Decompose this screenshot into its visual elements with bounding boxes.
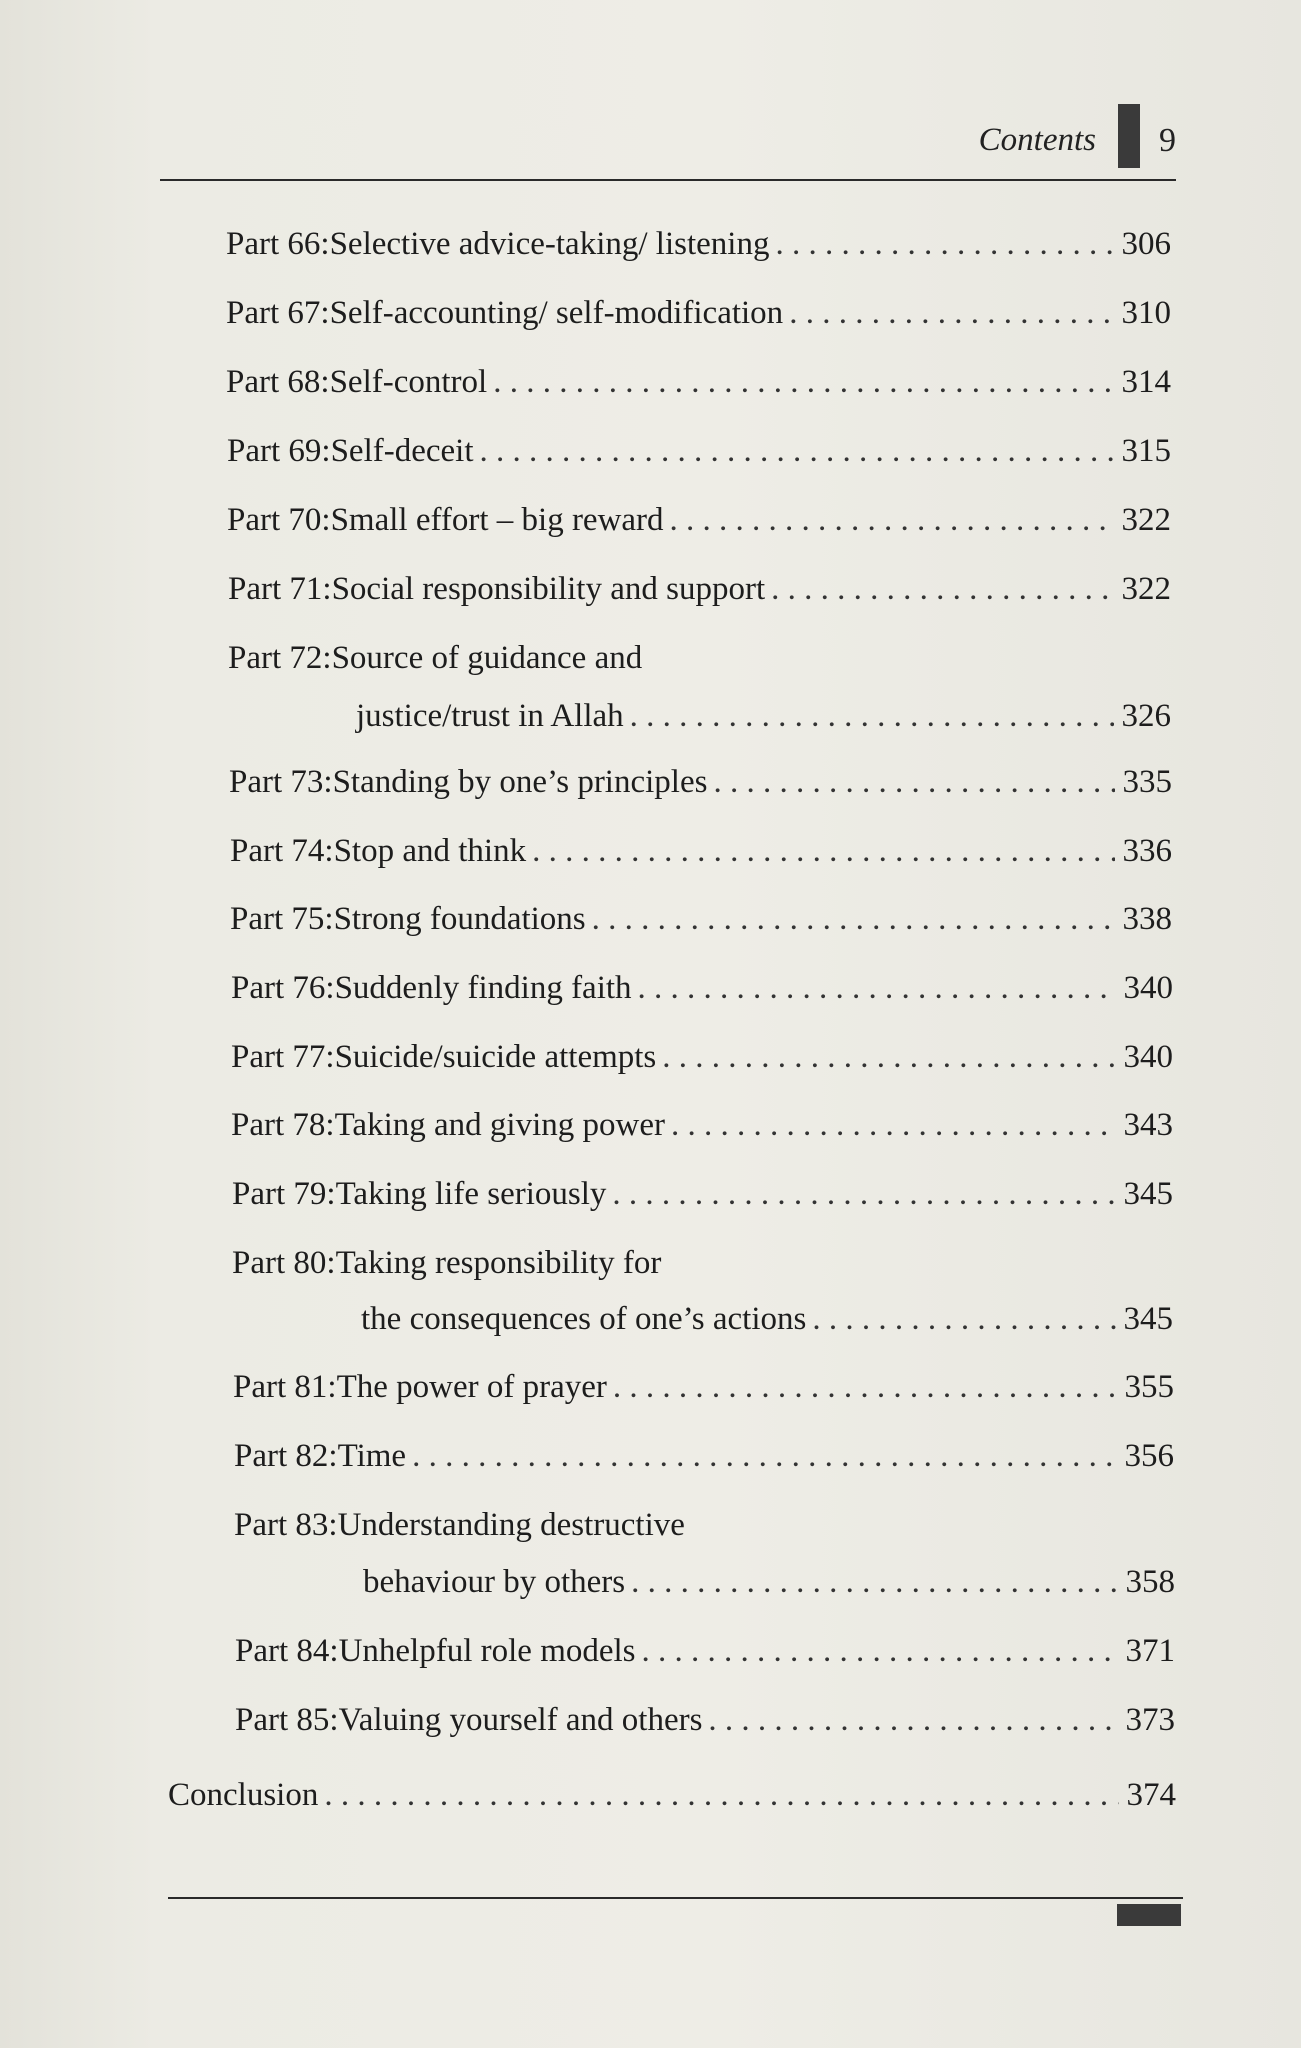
toc-part-label: Part 80: — [232, 1245, 336, 1281]
toc-title: Self-accounting/ self-modification — [329, 295, 784, 331]
toc-page: 356 — [1124, 1438, 1174, 1474]
toc-title: Conclusion — [168, 1777, 319, 1813]
toc-page: 326 — [1121, 698, 1171, 734]
leader-dots — [607, 1368, 1117, 1406]
leader-dots — [406, 1437, 1116, 1475]
toc-page: 336 — [1122, 833, 1172, 869]
toc-entry[interactable] — [226, 294, 1171, 332]
leader-dots — [702, 1701, 1117, 1739]
leader-dots — [707, 763, 1114, 801]
toc-entry[interactable] — [229, 763, 1172, 801]
toc-title: Suicide/suicide attempts — [334, 1039, 657, 1075]
toc-title: Valuing yourself and others — [338, 1702, 703, 1738]
toc-title: Strong foundations — [333, 901, 586, 937]
toc-page: 345 — [1123, 1301, 1173, 1337]
toc-part-label: Part 71: — [228, 571, 332, 607]
toc-page: 322 — [1121, 571, 1171, 607]
toc-part-label: Part 83: — [234, 1507, 338, 1543]
toc-part-label: Part 77: — [231, 1039, 335, 1075]
leader-dots — [769, 225, 1113, 263]
toc-part-label: Part 79: — [232, 1176, 336, 1212]
toc-title: Self-deceit — [330, 433, 474, 469]
toc-title-line1: Source of guidance and — [331, 640, 643, 676]
toc-title: Time — [337, 1438, 407, 1474]
leader-dots — [783, 294, 1113, 332]
toc-part-label: Part 76: — [231, 970, 335, 1006]
toc-page: 374 — [1126, 1777, 1176, 1813]
leader-dots — [636, 1632, 1118, 1670]
toc-title-line1: Understanding destructive — [337, 1507, 685, 1543]
toc-title: Stop and think — [333, 833, 527, 869]
toc-entry-first-line[interactable] — [232, 1244, 661, 1282]
toc-title: Taking life seriously — [335, 1176, 607, 1212]
leader-dots — [664, 501, 1114, 539]
toc-part-label: Part 81: — [233, 1369, 337, 1405]
toc-title: Standing by one’s principles — [332, 764, 708, 800]
toc-entry[interactable] — [235, 1632, 1175, 1670]
toc-page: 340 — [1123, 1039, 1173, 1075]
toc-title: behaviour by others — [363, 1564, 626, 1600]
toc-part-label: Part 84: — [235, 1633, 339, 1669]
toc-entry[interactable] — [231, 969, 1173, 1007]
leader-dots — [665, 1106, 1116, 1144]
toc-title: justice/trust in Allah — [356, 698, 624, 734]
toc-part-label: Part 73: — [229, 764, 333, 800]
toc-part-label: Part 69: — [227, 433, 331, 469]
toc-part-label: Part 68: — [226, 364, 330, 400]
toc-page: 343 — [1123, 1107, 1173, 1143]
toc-entry-first-line[interactable] — [234, 1506, 685, 1544]
leader-dots — [632, 969, 1116, 1007]
toc-page: 335 — [1122, 764, 1172, 800]
toc-entry[interactable] — [233, 1368, 1174, 1406]
footer-rule — [168, 1897, 1183, 1899]
toc-page: 310 — [1121, 295, 1171, 331]
toc-entry[interactable] — [234, 1437, 1174, 1475]
toc-part-label: Part 66: — [226, 226, 330, 262]
toc-entry[interactable] — [231, 1038, 1173, 1076]
toc-page: 345 — [1123, 1176, 1173, 1212]
toc-page: 322 — [1121, 502, 1171, 538]
leader-dots — [624, 697, 1114, 735]
toc-title: the consequences of one’s actions — [361, 1301, 807, 1337]
toc-entry[interactable] — [226, 363, 1171, 401]
toc-title: Unhelpful role models — [338, 1633, 636, 1669]
toc-title-line1: Taking responsibility for — [335, 1245, 662, 1281]
header-page-number: 9 — [1159, 122, 1176, 159]
toc-page: 340 — [1123, 970, 1173, 1006]
toc-entry[interactable] — [231, 1106, 1173, 1144]
leader-dots — [656, 1038, 1115, 1076]
header-title: Contents — [978, 122, 1096, 158]
toc-entry[interactable] — [230, 900, 1172, 938]
leader-dots — [625, 1563, 1117, 1601]
toc-entry[interactable] — [226, 225, 1171, 263]
toc-title: Social responsibility and support — [331, 571, 766, 607]
leader-dots — [586, 900, 1115, 938]
toc-entry[interactable] — [230, 832, 1172, 870]
toc-title: Small effort – big reward — [330, 502, 664, 538]
toc-entry-continuation[interactable] — [361, 1300, 1173, 1338]
leader-dots — [526, 832, 1114, 870]
toc-page: 338 — [1122, 901, 1172, 937]
toc-part-label: Part 74: — [230, 833, 334, 869]
toc-page: 371 — [1125, 1633, 1175, 1669]
toc-entry[interactable] — [235, 1701, 1175, 1739]
toc-entry[interactable] — [228, 570, 1171, 608]
toc-entry[interactable] — [227, 501, 1171, 539]
toc-page: 306 — [1121, 226, 1171, 262]
toc-title: Self-control — [329, 364, 488, 400]
toc-title: Suddenly finding faith — [334, 970, 632, 1006]
toc-entry-first-line[interactable] — [228, 639, 642, 677]
toc-title: Selective advice-taking/ listening — [329, 226, 770, 262]
toc-page: 373 — [1125, 1702, 1175, 1738]
toc-page: 358 — [1125, 1564, 1175, 1600]
toc-part-label: Part 82: — [234, 1438, 338, 1474]
footer-marker-bar — [1117, 1904, 1181, 1926]
toc-entry[interactable] — [227, 432, 1171, 470]
toc-part-label: Part 70: — [227, 502, 331, 538]
leader-dots — [318, 1776, 1118, 1814]
leader-dots — [474, 432, 1114, 470]
toc-title: The power of prayer — [336, 1369, 607, 1405]
toc-page: 314 — [1121, 364, 1171, 400]
toc-title: Taking and giving power — [334, 1107, 665, 1143]
toc-entry-continuation[interactable] — [356, 697, 1171, 735]
toc-entry-conclusion[interactable] — [168, 1776, 1176, 1814]
leader-dots — [806, 1300, 1115, 1338]
toc-part-label: Part 72: — [228, 640, 332, 676]
toc-page: 355 — [1124, 1369, 1174, 1405]
toc-entry[interactable] — [232, 1175, 1173, 1213]
toc-part-label: Part 85: — [235, 1702, 339, 1738]
leader-dots — [765, 570, 1113, 608]
toc-part-label: Part 75: — [230, 901, 334, 937]
toc-entry-continuation[interactable] — [363, 1563, 1175, 1601]
toc-page: 315 — [1121, 433, 1171, 469]
leader-dots — [487, 363, 1113, 401]
leader-dots — [606, 1175, 1115, 1213]
toc-part-label: Part 67: — [226, 295, 330, 331]
toc-part-label: Part 78: — [231, 1107, 335, 1143]
